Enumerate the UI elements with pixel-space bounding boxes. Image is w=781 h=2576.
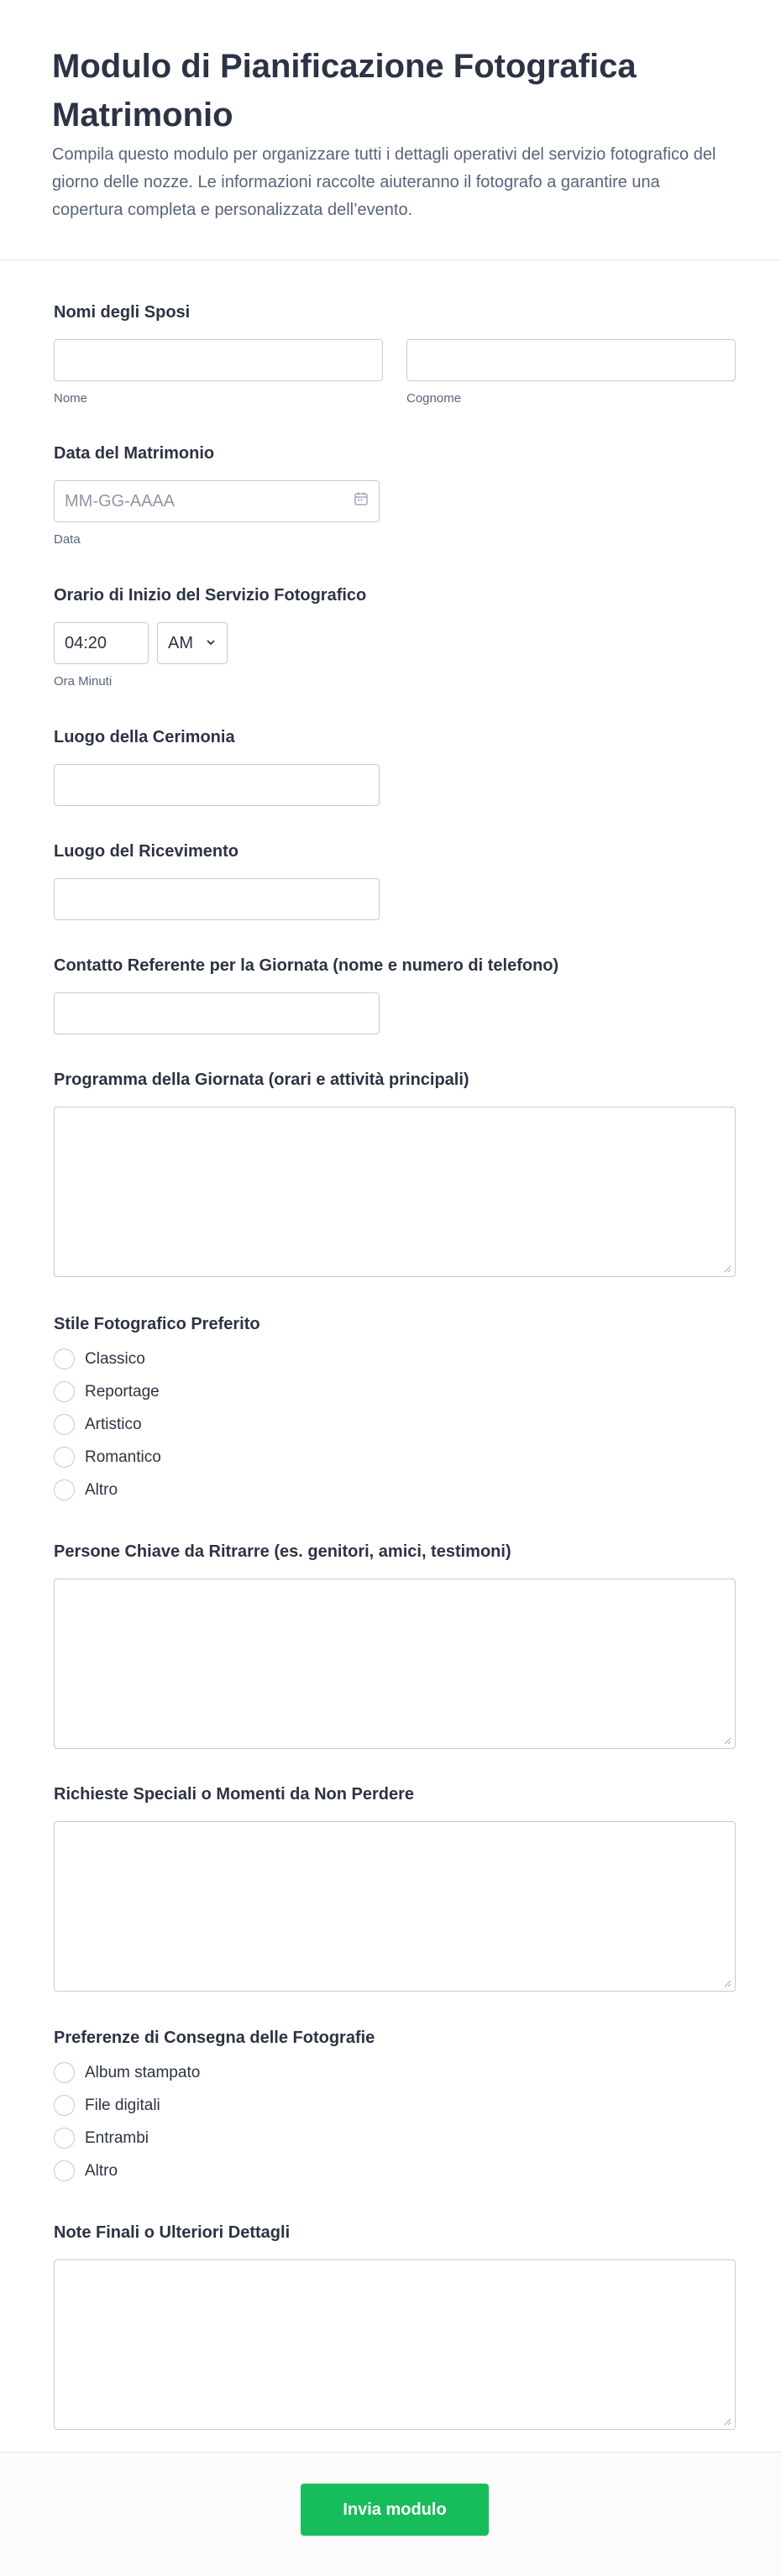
radio-button[interactable] (54, 1348, 75, 1369)
delivery-option[interactable] (54, 2122, 375, 2155)
date-label: Data del Matrimonio (54, 444, 215, 463)
radio-button[interactable] (54, 2128, 75, 2149)
requests-textarea[interactable] (54, 1821, 736, 1992)
resize-handle-icon[interactable] (723, 2417, 731, 2426)
radio-button[interactable] (54, 1447, 75, 1468)
ceremony-input[interactable] (54, 764, 380, 806)
delivery-option-label: Entrambi (85, 2128, 149, 2147)
last-name-input[interactable] (406, 339, 736, 381)
contact-input[interactable] (54, 992, 380, 1034)
radio-button[interactable] (54, 2095, 75, 2116)
date-placeholder: MM-GG-AAAA (65, 491, 176, 510)
style-option-label: Classico (85, 1349, 145, 1368)
date-input[interactable] (54, 480, 380, 522)
date-field (54, 443, 380, 547)
submit-button[interactable]: Invia modulo (301, 2484, 489, 2536)
people-label: Persone Chiave da Ritrarre (es. genitori, amici, testimoni) (54, 1542, 511, 1561)
resize-handle-icon[interactable] (723, 1979, 731, 1987)
delivery-option[interactable] (54, 2056, 375, 2089)
radio-button[interactable] (54, 1479, 75, 1500)
radio-button[interactable] (54, 1381, 75, 1402)
names-field (54, 302, 736, 406)
resize-handle-icon[interactable] (723, 1264, 731, 1273)
style-option-label: Reportage (85, 1382, 160, 1401)
form-header (0, 0, 781, 260)
form-footer (0, 2452, 781, 2576)
ampm-value: AM (168, 633, 193, 652)
delivery-option-label: File digitali (85, 2096, 160, 2114)
contact-label: Contatto Referente per la Giornata (nome e numero di telefono) (54, 956, 559, 975)
radio-button[interactable] (54, 1414, 75, 1435)
style-label: Stile Fotografico Preferito (54, 1315, 260, 1333)
first-name-input[interactable] (54, 339, 383, 381)
schedule-textarea[interactable] (54, 1107, 736, 1277)
style-option-label: Artistico (85, 1415, 142, 1433)
style-option[interactable] (54, 1408, 260, 1441)
schedule-field (54, 1070, 736, 1277)
delivery-option-label: Altro (85, 2161, 118, 2180)
delivery-option[interactable] (54, 2155, 375, 2187)
people-field (54, 1542, 736, 1749)
form-description: Compila questo modulo per organizzare tutti i dettagli operativi del servizio fotografico del giorno delle nozze. Le informazioni raccolte aiuteranno il fotografo a garantire una copertura completa e personalizzata dell’evento. (52, 145, 716, 219)
people-textarea[interactable] (54, 1579, 736, 1749)
last-name-sublabel: Cognome (406, 391, 462, 406)
time-sublabel: Ora Minuti (54, 674, 113, 689)
style-option-label: Altro (85, 1480, 118, 1499)
ceremony-label: Luogo della Cerimonia (54, 728, 235, 746)
delivery-label: Preferenze di Consegna delle Fotografie (54, 2029, 375, 2047)
delivery-option[interactable] (54, 2089, 375, 2122)
delivery-field (54, 2028, 375, 2187)
first-name-sublabel: Nome (54, 391, 88, 406)
requests-field (54, 1784, 736, 1992)
style-option[interactable] (54, 1441, 260, 1474)
resize-handle-icon[interactable] (723, 1736, 731, 1745)
names-label: Nomi degli Sposi (54, 303, 191, 322)
reception-field (54, 841, 380, 920)
style-option[interactable] (54, 1343, 260, 1375)
notes-label: Note Finali o Ulteriori Dettagli (54, 2223, 291, 2242)
notes-textarea[interactable] (54, 2259, 736, 2430)
requests-label: Richieste Speciali o Momenti da Non Perdere (54, 1785, 415, 1804)
style-option[interactable] (54, 1474, 260, 1506)
reception-input[interactable] (54, 878, 380, 920)
time-field (54, 585, 366, 689)
date-sublabel: Data (54, 532, 81, 547)
chevron-down-icon (205, 634, 217, 653)
style-option[interactable] (54, 1375, 260, 1408)
style-option-label: Romantico (85, 1448, 161, 1466)
calendar-icon[interactable] (354, 491, 369, 511)
contact-field (54, 956, 558, 1034)
radio-button[interactable] (54, 2160, 75, 2181)
style-field (54, 1314, 260, 1506)
notes-field (54, 2223, 736, 2430)
delivery-option-label: Album stampato (85, 2063, 201, 2081)
form-title: Modulo di Pianificazione Fotografica Matrimonio (52, 48, 637, 134)
ceremony-field (54, 727, 380, 806)
reception-label: Luogo del Ricevimento (54, 842, 239, 861)
schedule-label: Programma della Giornata (orari e attività principali) (54, 1071, 469, 1089)
ampm-select[interactable] (157, 622, 228, 664)
time-input[interactable]: 04:20 (54, 622, 149, 664)
time-label: Orario di Inizio del Servizio Fotografico (54, 586, 367, 605)
radio-button[interactable] (54, 2062, 75, 2083)
